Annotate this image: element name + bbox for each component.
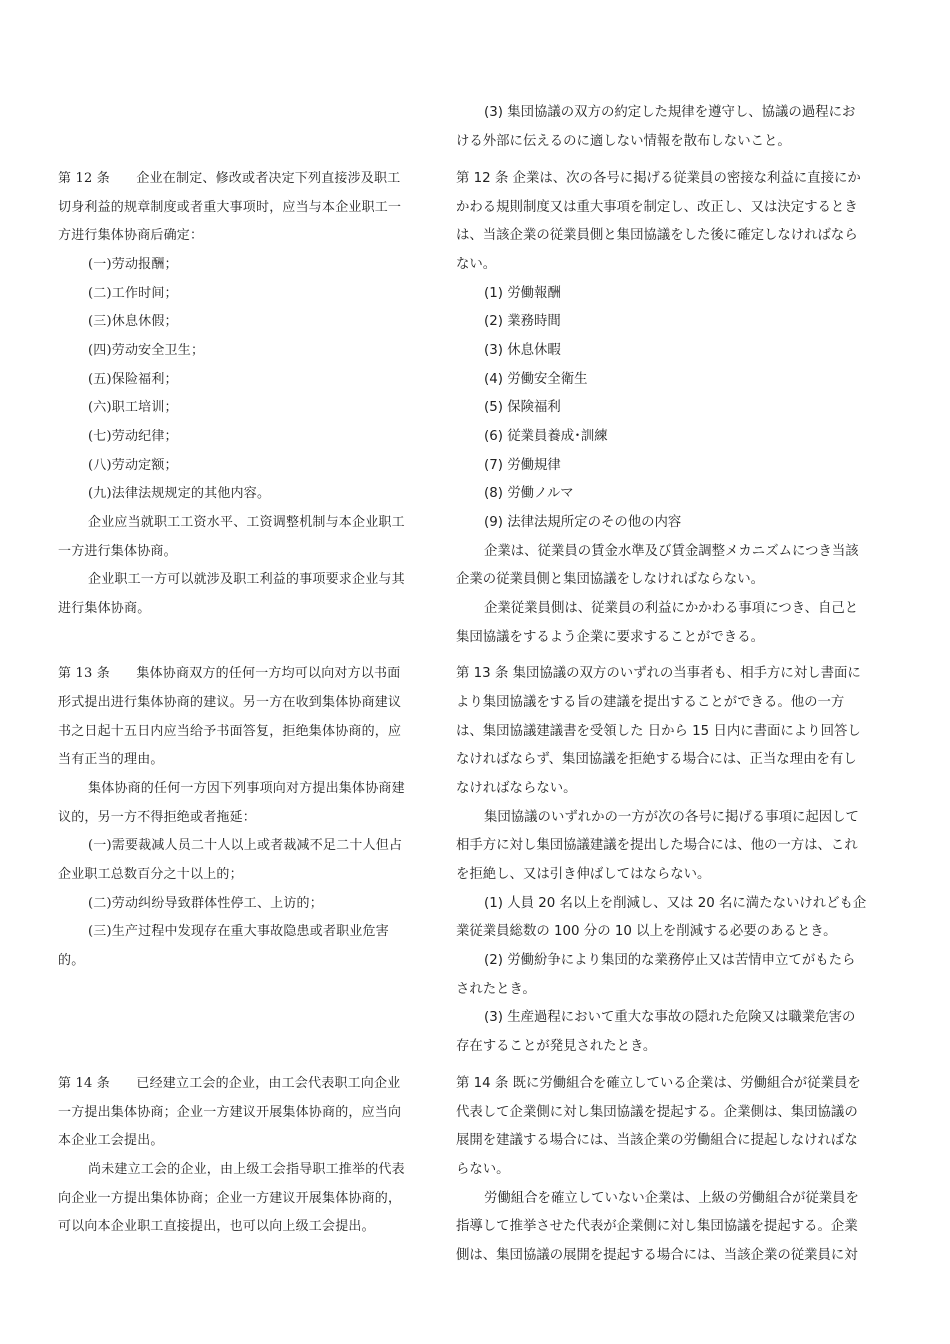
- text-line: 本企业工会提出。: [58, 1133, 164, 1148]
- list-item: (一)劳动报酬；: [88, 257, 178, 272]
- text-line: 展開を建議する場合には、当該企業の労働組合に提起しなければな: [456, 1133, 858, 1148]
- list-item: (二)劳动纠纷导致群体性停工、上访的；: [88, 896, 323, 911]
- list-item: (1) 労働報酬: [484, 286, 561, 301]
- paragraph-line: 集体协商的任何一方因下列事项向对方提出集体协商建: [88, 781, 405, 796]
- list-item: (三)生产过程中发现存在重大事故隐患或者职业危害: [88, 924, 389, 939]
- paragraph-line: 企业职工一方可以就涉及职工利益的事项要求企业与其: [88, 572, 405, 587]
- list-item: (八)劳动定额；: [88, 458, 178, 473]
- text-line: ない。: [456, 257, 497, 272]
- list-item: (5) 保険福利: [484, 400, 561, 415]
- paragraph-line: 集団協議のいずれかの一方が次の各号に掲げる事項に起因して: [484, 810, 859, 825]
- text-line: 形式提出进行集体协商的建议。另一方在收到集体协商建议: [58, 695, 402, 710]
- list-item-continued: ける外部に伝えるのに適しない情報を散布しないこと。: [456, 134, 791, 149]
- text-line: より集団協議をする旨の建議を提出することができる。他の一方: [456, 695, 845, 710]
- list-item: (3) 生産過程において重大な事故の隠れた危険又は職業危害の: [484, 1010, 856, 1025]
- article-12-heading-line: 第 12 条 企业在制定、修改或者决定下列直接涉及职工: [58, 171, 401, 186]
- list-item: (3) 休息休暇: [484, 343, 561, 358]
- list-item-continued: 的。: [58, 953, 85, 968]
- list-item: (3) 集団協議の双方の約定した規律を遵守し、協議の過程にお: [484, 105, 856, 120]
- paragraph-line: 労働組合を確立していない企業は、上級の労働組合が従業員を: [484, 1191, 859, 1206]
- list-item-continued: 企业职工总数百分之十以上的；: [58, 867, 243, 882]
- article-13-heading-line: 第 13 条 集団協議の双方のいずれの当事者も、相手方に対し書面に: [456, 666, 861, 681]
- text-line: は、当該企業の従業員側と集団協議をした後に確定しなければなら: [456, 228, 858, 243]
- paragraph-line: 相手方に対し集団協議建議を提出した場合には、他の一方は、これ: [456, 838, 858, 853]
- paragraph-line: 企业应当就职工工资水平、工资调整机制与本企业职工: [88, 515, 405, 530]
- list-item: (四)劳动安全卫生；: [88, 343, 205, 358]
- paragraph-line: 指導して推挙させた代表が企業側に対し集団協議を提起する。企業: [456, 1219, 858, 1234]
- paragraph-line: 一方进行集体协商。: [58, 544, 177, 559]
- list-item: (2) 労働紛争により集団的な業務停止又は苦情申立てがもたら: [484, 953, 856, 968]
- list-item-continued: 存在することが発見されたとき。: [456, 1039, 657, 1054]
- paragraph-line: 企業の従業員側と集団協議をしなければならない。: [456, 572, 764, 587]
- text-line: 方进行集体协商后确定：: [58, 228, 204, 243]
- paragraph-line: 集団協議をするよう企業に要求することができる。: [456, 630, 764, 645]
- paragraph-line: 可以向本企业职工直接提出，也可以向上级工会提出。: [58, 1219, 375, 1234]
- text-line: なければならず、集団協議を拒絶する場合には、正当な理由を有し: [456, 752, 857, 767]
- list-item: (8) 労働ノルマ: [484, 486, 574, 501]
- text-line: 切身利益的规章制度或者重大事项时，应当与本企业职工一: [58, 200, 402, 215]
- paragraph-line: 企業従業員側は、従業員の利益にかかわる事項につき、自己と: [484, 601, 859, 616]
- list-item: (五)保险福利；: [88, 372, 178, 387]
- text-line: 一方提出集体协商；企业一方建议开展集体协商的，应当向: [58, 1105, 402, 1120]
- text-line: なければならない。: [456, 781, 577, 796]
- list-item: (2) 業務時間: [484, 314, 561, 329]
- list-item: (9) 法律法規所定のその他の内容: [484, 515, 682, 530]
- paragraph-line: 企業は、従業員の賃金水準及び賃金調整メカニズムにつき当該: [484, 544, 859, 559]
- text-line: らない。: [456, 1162, 510, 1177]
- paragraph-line: 议的，另一方不得拒绝或者拖延：: [58, 810, 257, 825]
- text-line: は、集団協議建議書を受領した 日から 15 日内に書面により回答し: [456, 724, 861, 739]
- paragraph-line: 尚未建立工会的企业，由上级工会指导职工推举的代表: [88, 1162, 405, 1177]
- list-item: (一)需要裁减人员二十人以上或者裁减不足二十人但占: [88, 838, 403, 853]
- list-item-continued: されたとき。: [456, 982, 536, 997]
- paragraph-line: 側は、集団協議の展開を提起する場合には、当該企業の従業員に対: [456, 1248, 858, 1263]
- list-item: (二)工作时间；: [88, 286, 178, 301]
- list-item: (七)劳动纪律；: [88, 429, 178, 444]
- paragraph-line: を拒絶し、又は引き伸ばしてはならない。: [456, 867, 711, 882]
- list-item: (6) 従業員養成･訓練: [484, 429, 608, 444]
- text-line: 当有正当的理由。: [58, 752, 164, 767]
- text-line: かわる規則制度又は重大事項を制定し、改正し、又は決定するとき: [456, 200, 858, 215]
- paragraph-line: 进行集体协商。: [58, 601, 151, 616]
- text-line: 书之日起十五日内应当给予书面答复，拒绝集体协商的，应: [58, 724, 402, 739]
- list-item: (7) 労働規律: [484, 458, 561, 473]
- article-14-heading-line: 第 14 条 已经建立工会的企业，由工会代表职工向企业: [58, 1076, 401, 1091]
- list-item: (三)休息休假；: [88, 314, 178, 329]
- list-item: (六)职工培训；: [88, 400, 178, 415]
- list-item-continued: 業従業員総数の 100 分の 10 以上を削減する必要のあるとき。: [456, 924, 837, 939]
- list-item: (4) 労働安全衛生: [484, 372, 588, 387]
- list-item: (1) 人員 20 名以上を削減し、又は 20 名に満たないけれども企: [484, 896, 867, 911]
- list-item: (九)法律法规规定的其他内容。: [88, 486, 271, 501]
- paragraph-line: 向企业一方提出集体协商；企业一方建议开展集体协商的，: [58, 1191, 402, 1206]
- article-14-heading-line: 第 14 条 既に労働組合を確立している企業は、労働組合が従業員を: [456, 1076, 861, 1091]
- article-12-heading-line: 第 12 条 企業は、次の各号に掲げる従業員の密接な利益に直接にか: [456, 171, 861, 186]
- article-13-heading-line: 第 13 条 集体协商双方的任何一方均可以向对方以书面: [58, 666, 401, 681]
- text-line: 代表して企業側に対し集団協議を提起する。企業側は、集団協議の: [456, 1105, 858, 1120]
